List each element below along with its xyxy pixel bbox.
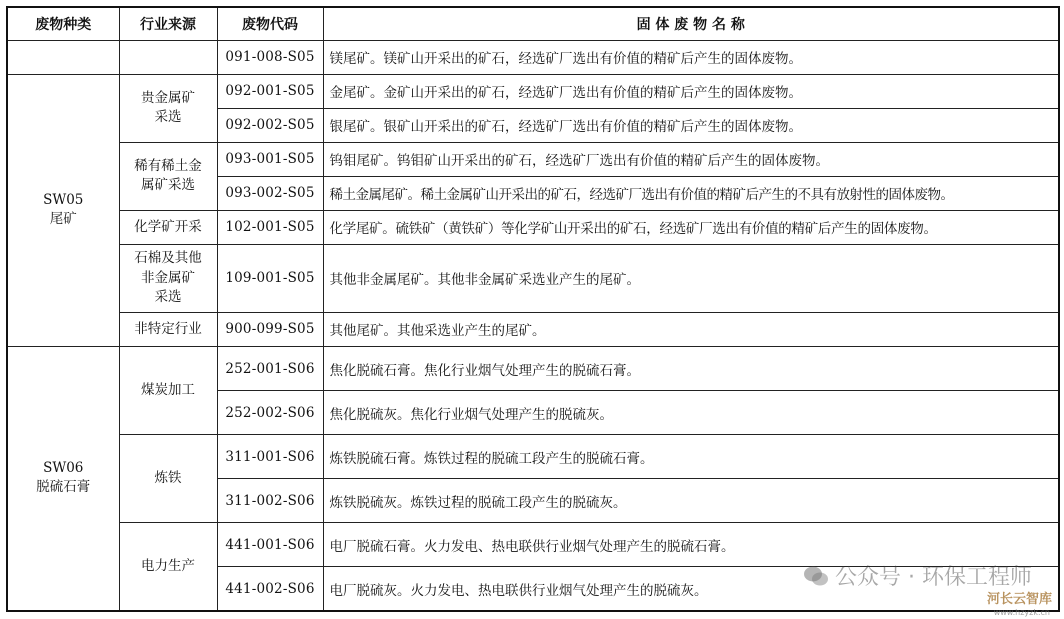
table-row — [7, 74, 1059, 108]
waste-code: 091-008-S05 — [217, 40, 323, 74]
table-row — [7, 312, 1059, 346]
waste-code: 252-002-S06 — [217, 391, 323, 435]
waste-name: 电厂脱硫石膏。火力发电、热电联供行业烟气处理产生的脱硫石膏。 — [323, 523, 1059, 567]
waste-code: 441-001-S06 — [217, 523, 323, 567]
source-chemical: 化学矿开采 — [119, 210, 217, 244]
waste-name: 焦化脱硫石膏。焦化行业烟气处理产生的脱硫石膏。 — [323, 346, 1059, 390]
waste-name: 银尾矿。银矿山开采出的矿石，经选矿厂选出有价值的精矿后产生的固体废物。 — [323, 108, 1059, 142]
waste-name: 炼铁脱硫灰。炼铁过程的脱硫工段产生的脱硫灰。 — [323, 479, 1059, 523]
source-line: 采选 — [154, 109, 182, 126]
source-nonspecific: 非特定行业 — [119, 312, 217, 346]
waste-code: 311-001-S06 — [217, 435, 323, 479]
waste-name: 焦化脱硫灰。焦化行业烟气处理产生的脱硫灰。 — [323, 391, 1059, 435]
table-row — [7, 346, 1059, 390]
header-code: 废物代码 — [217, 7, 323, 40]
waste-name: 金尾矿。金矿山开采出的矿石，经选矿厂选出有价值的精矿后产生的固体废物。 — [323, 74, 1059, 108]
waste-code: 311-002-S06 — [217, 479, 323, 523]
table-row — [7, 142, 1059, 176]
source-rare-earth — [119, 142, 217, 210]
waste-table — [6, 6, 1060, 612]
waste-name: 稀土金属尾矿。稀土金属矿山开采出的矿石，经选矿厂选出有价值的精矿后产生的不具有放射性的固体废物。 — [323, 176, 1059, 210]
site-watermark-url: www.hzyzk.cn — [993, 608, 1050, 617]
category-code: SW06 — [43, 459, 84, 476]
source-line: 稀有稀土金 — [134, 157, 202, 174]
source-line: 采选 — [154, 289, 182, 306]
category-sw06 — [7, 346, 119, 611]
source-cell-empty — [119, 40, 217, 74]
waste-name: 其他尾矿。其他采选业产生的尾矿。 — [323, 312, 1059, 346]
waste-name: 镁尾矿。镁矿山开采出的矿石，经选矿厂选出有价值的精矿后产生的固体废物。 — [323, 40, 1059, 74]
waste-name: 钨钼尾矿。钨钼矿山开采出的矿石，经选矿厂选出有价值的精矿后产生的固体废物。 — [323, 142, 1059, 176]
category-code: SW05 — [43, 191, 84, 208]
table-row — [7, 244, 1059, 312]
table-row — [7, 435, 1059, 479]
source-power: 电力生产 — [119, 523, 217, 611]
waste-code: 102-001-S05 — [217, 210, 323, 244]
watermark-text: 公众号 · 环保工程师 — [835, 565, 1032, 590]
waste-name: 化学尾矿。硫铁矿（黄铁矿）等化学矿山开采出的矿石，经选矿厂选出有价值的精矿后产生的固体废物。 — [323, 210, 1059, 244]
waste-code: 093-002-S05 — [217, 176, 323, 210]
watermark — [803, 560, 1032, 591]
category-cell-empty — [7, 40, 119, 74]
header-category: 废物种类 — [7, 7, 119, 40]
category-sw05 — [7, 74, 119, 346]
waste-code: 900-099-S05 — [217, 312, 323, 346]
waste-code: 441-002-S06 — [217, 567, 323, 611]
waste-code: 092-001-S05 — [217, 74, 323, 108]
waste-name: 其他非金属尾矿。其他非金属矿采选业产生的尾矿。 — [323, 244, 1059, 312]
waste-code: 252-001-S06 — [217, 346, 323, 390]
waste-code: 092-002-S05 — [217, 108, 323, 142]
site-watermark-name: 河长云智库 — [986, 592, 1052, 607]
source-iron: 炼铁 — [119, 435, 217, 523]
source-asbestos — [119, 244, 217, 312]
waste-name: 电厂脱硫灰。火力发电、热电联供行业烟气处理产生的脱硫灰。 — [323, 567, 1059, 611]
table-header-row — [7, 7, 1059, 40]
table-row — [7, 40, 1059, 74]
header-source: 行业来源 — [119, 7, 217, 40]
category-label: 尾矿 — [49, 211, 77, 228]
table-row — [7, 210, 1059, 244]
source-precious-metal — [119, 74, 217, 142]
waste-code: 093-001-S05 — [217, 142, 323, 176]
wechat-icon — [803, 565, 829, 587]
source-line: 非金属矿 — [141, 269, 195, 286]
source-line: 贵金属矿 — [141, 89, 195, 106]
waste-name: 炼铁脱硫石膏。炼铁过程的脱硫工段产生的脱硫石膏。 — [323, 435, 1059, 479]
source-line: 属矿采选 — [141, 177, 195, 194]
category-label: 脱硫石膏 — [36, 479, 91, 496]
source-coal: 煤炭加工 — [119, 346, 217, 434]
source-line: 石棉及其他 — [134, 250, 202, 267]
header-name: 固 体 废 物 名 称 — [323, 7, 1059, 40]
waste-code: 109-001-S05 — [217, 244, 323, 312]
